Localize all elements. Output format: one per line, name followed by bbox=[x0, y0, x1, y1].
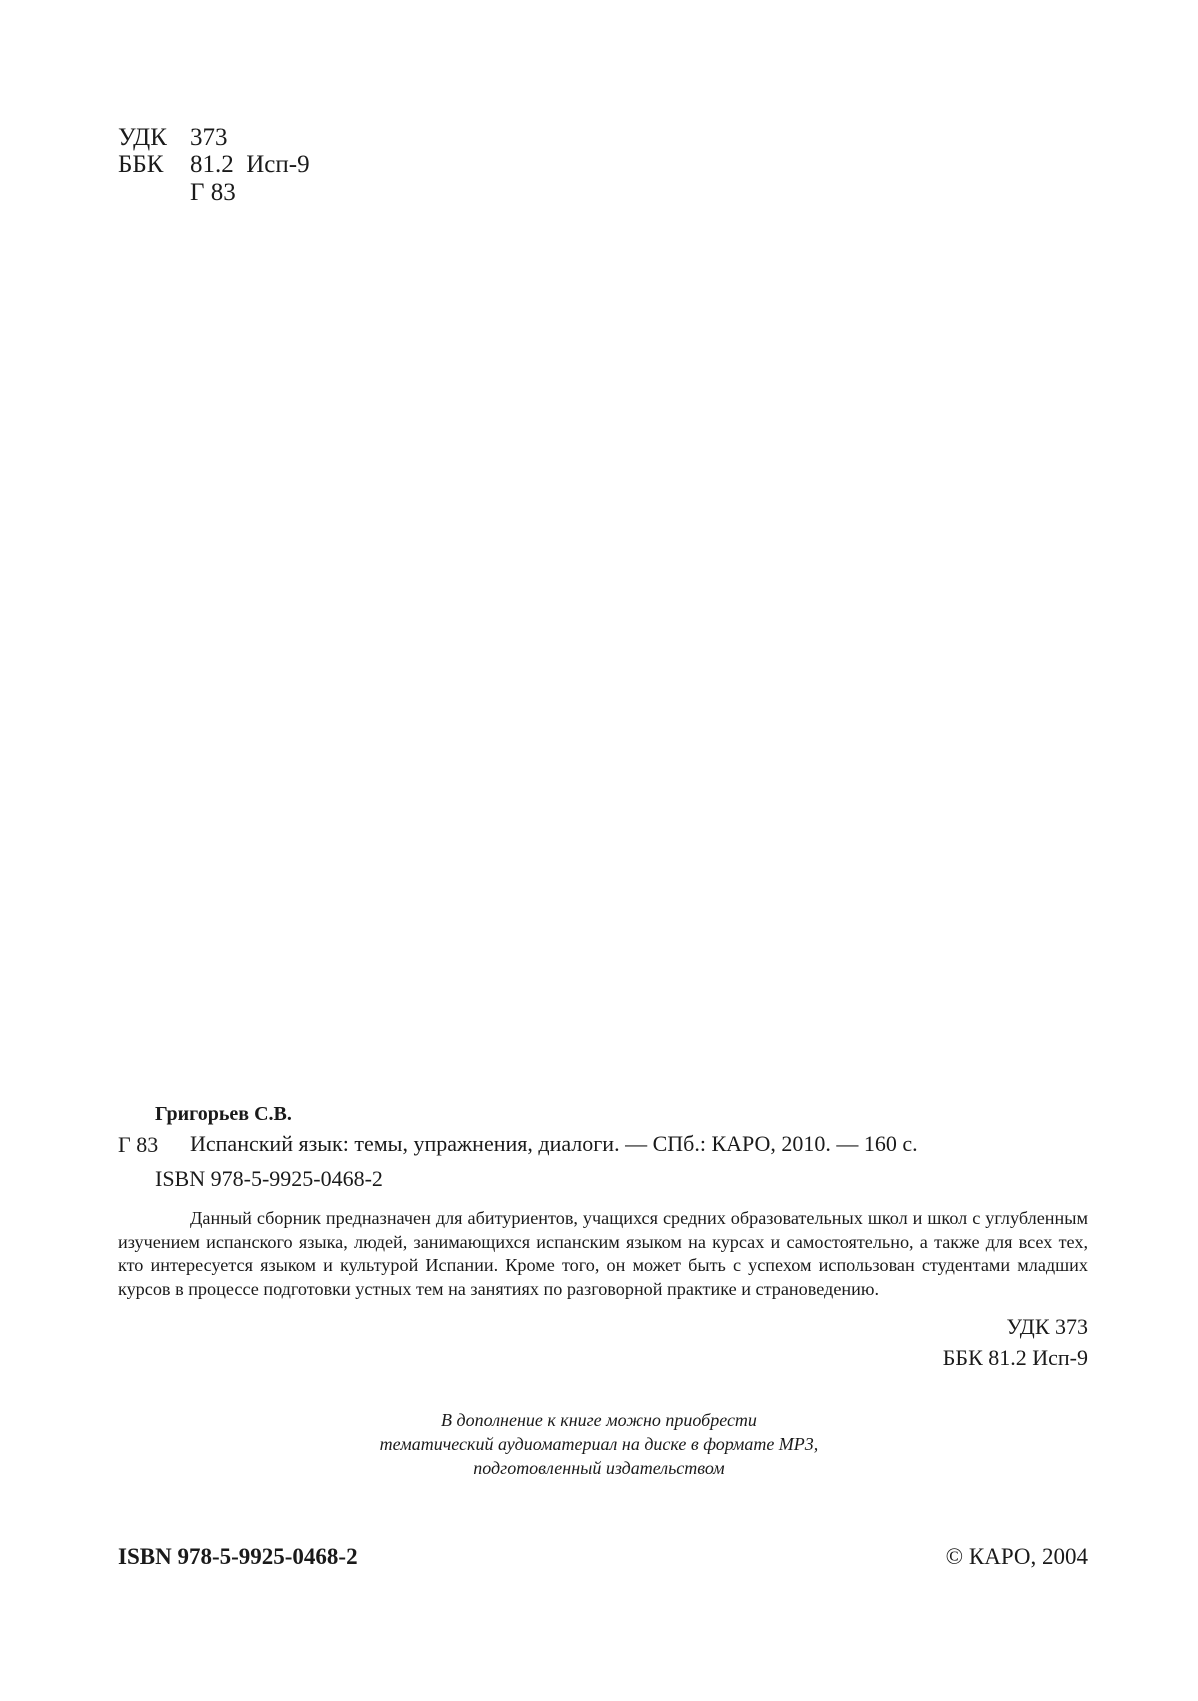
udk-label: УДК bbox=[118, 124, 167, 151]
isbn-record: ISBN 978-5-9925-0468-2 bbox=[155, 1166, 383, 1191]
supplement-line-2: тематический аудиоматериал на диске в формате MP3, bbox=[379, 1434, 819, 1454]
udk-value: 373 bbox=[190, 124, 228, 151]
author-name: Григорьев С.В. bbox=[155, 1103, 292, 1125]
copyright: © КАРО, 2004 bbox=[945, 1544, 1088, 1569]
author-mark: Г 83 bbox=[118, 1132, 159, 1157]
supplement-line-3: подготовленный издательством bbox=[473, 1458, 725, 1478]
udk-row bbox=[0, 124, 400, 152]
bbk-label: ББК bbox=[118, 151, 164, 178]
supplement-line-1: В дополнение к книге можно приобрести bbox=[441, 1410, 757, 1430]
bbk-value: 81.2 Исп-9 bbox=[190, 151, 310, 178]
bbk-row bbox=[0, 151, 400, 179]
annotation: Данный сборник предназначен для абитуриентов, учащихся средних образовательных школ и школ с углубленным изучением испанского языка, людей, занимающихся испанским языком на курсах и самостоятельно, а также для всех тех, кто интересуется языком и культурой Испании. Кроме того, он может быть с успехом использован студентами младших курсов в процессе подготовки устных тем на занятиях по разговорной практике и страноведению. bbox=[118, 1208, 1088, 1299]
isbn-footer: ISBN 978-5-9925-0468-2 bbox=[118, 1544, 358, 1569]
author-mark-top: Г 83 bbox=[190, 179, 236, 206]
supplement-note bbox=[0, 1408, 1198, 1480]
book-title: Испанский язык: темы, упражнения, диалоги. — СПб.: КАРО, 2010. — 160 с. bbox=[190, 1131, 918, 1156]
udk-record: УДК 373 bbox=[1006, 1314, 1088, 1339]
bbk-record: ББК 81.2 Исп-9 bbox=[942, 1345, 1088, 1370]
author-mark-row bbox=[0, 179, 400, 207]
